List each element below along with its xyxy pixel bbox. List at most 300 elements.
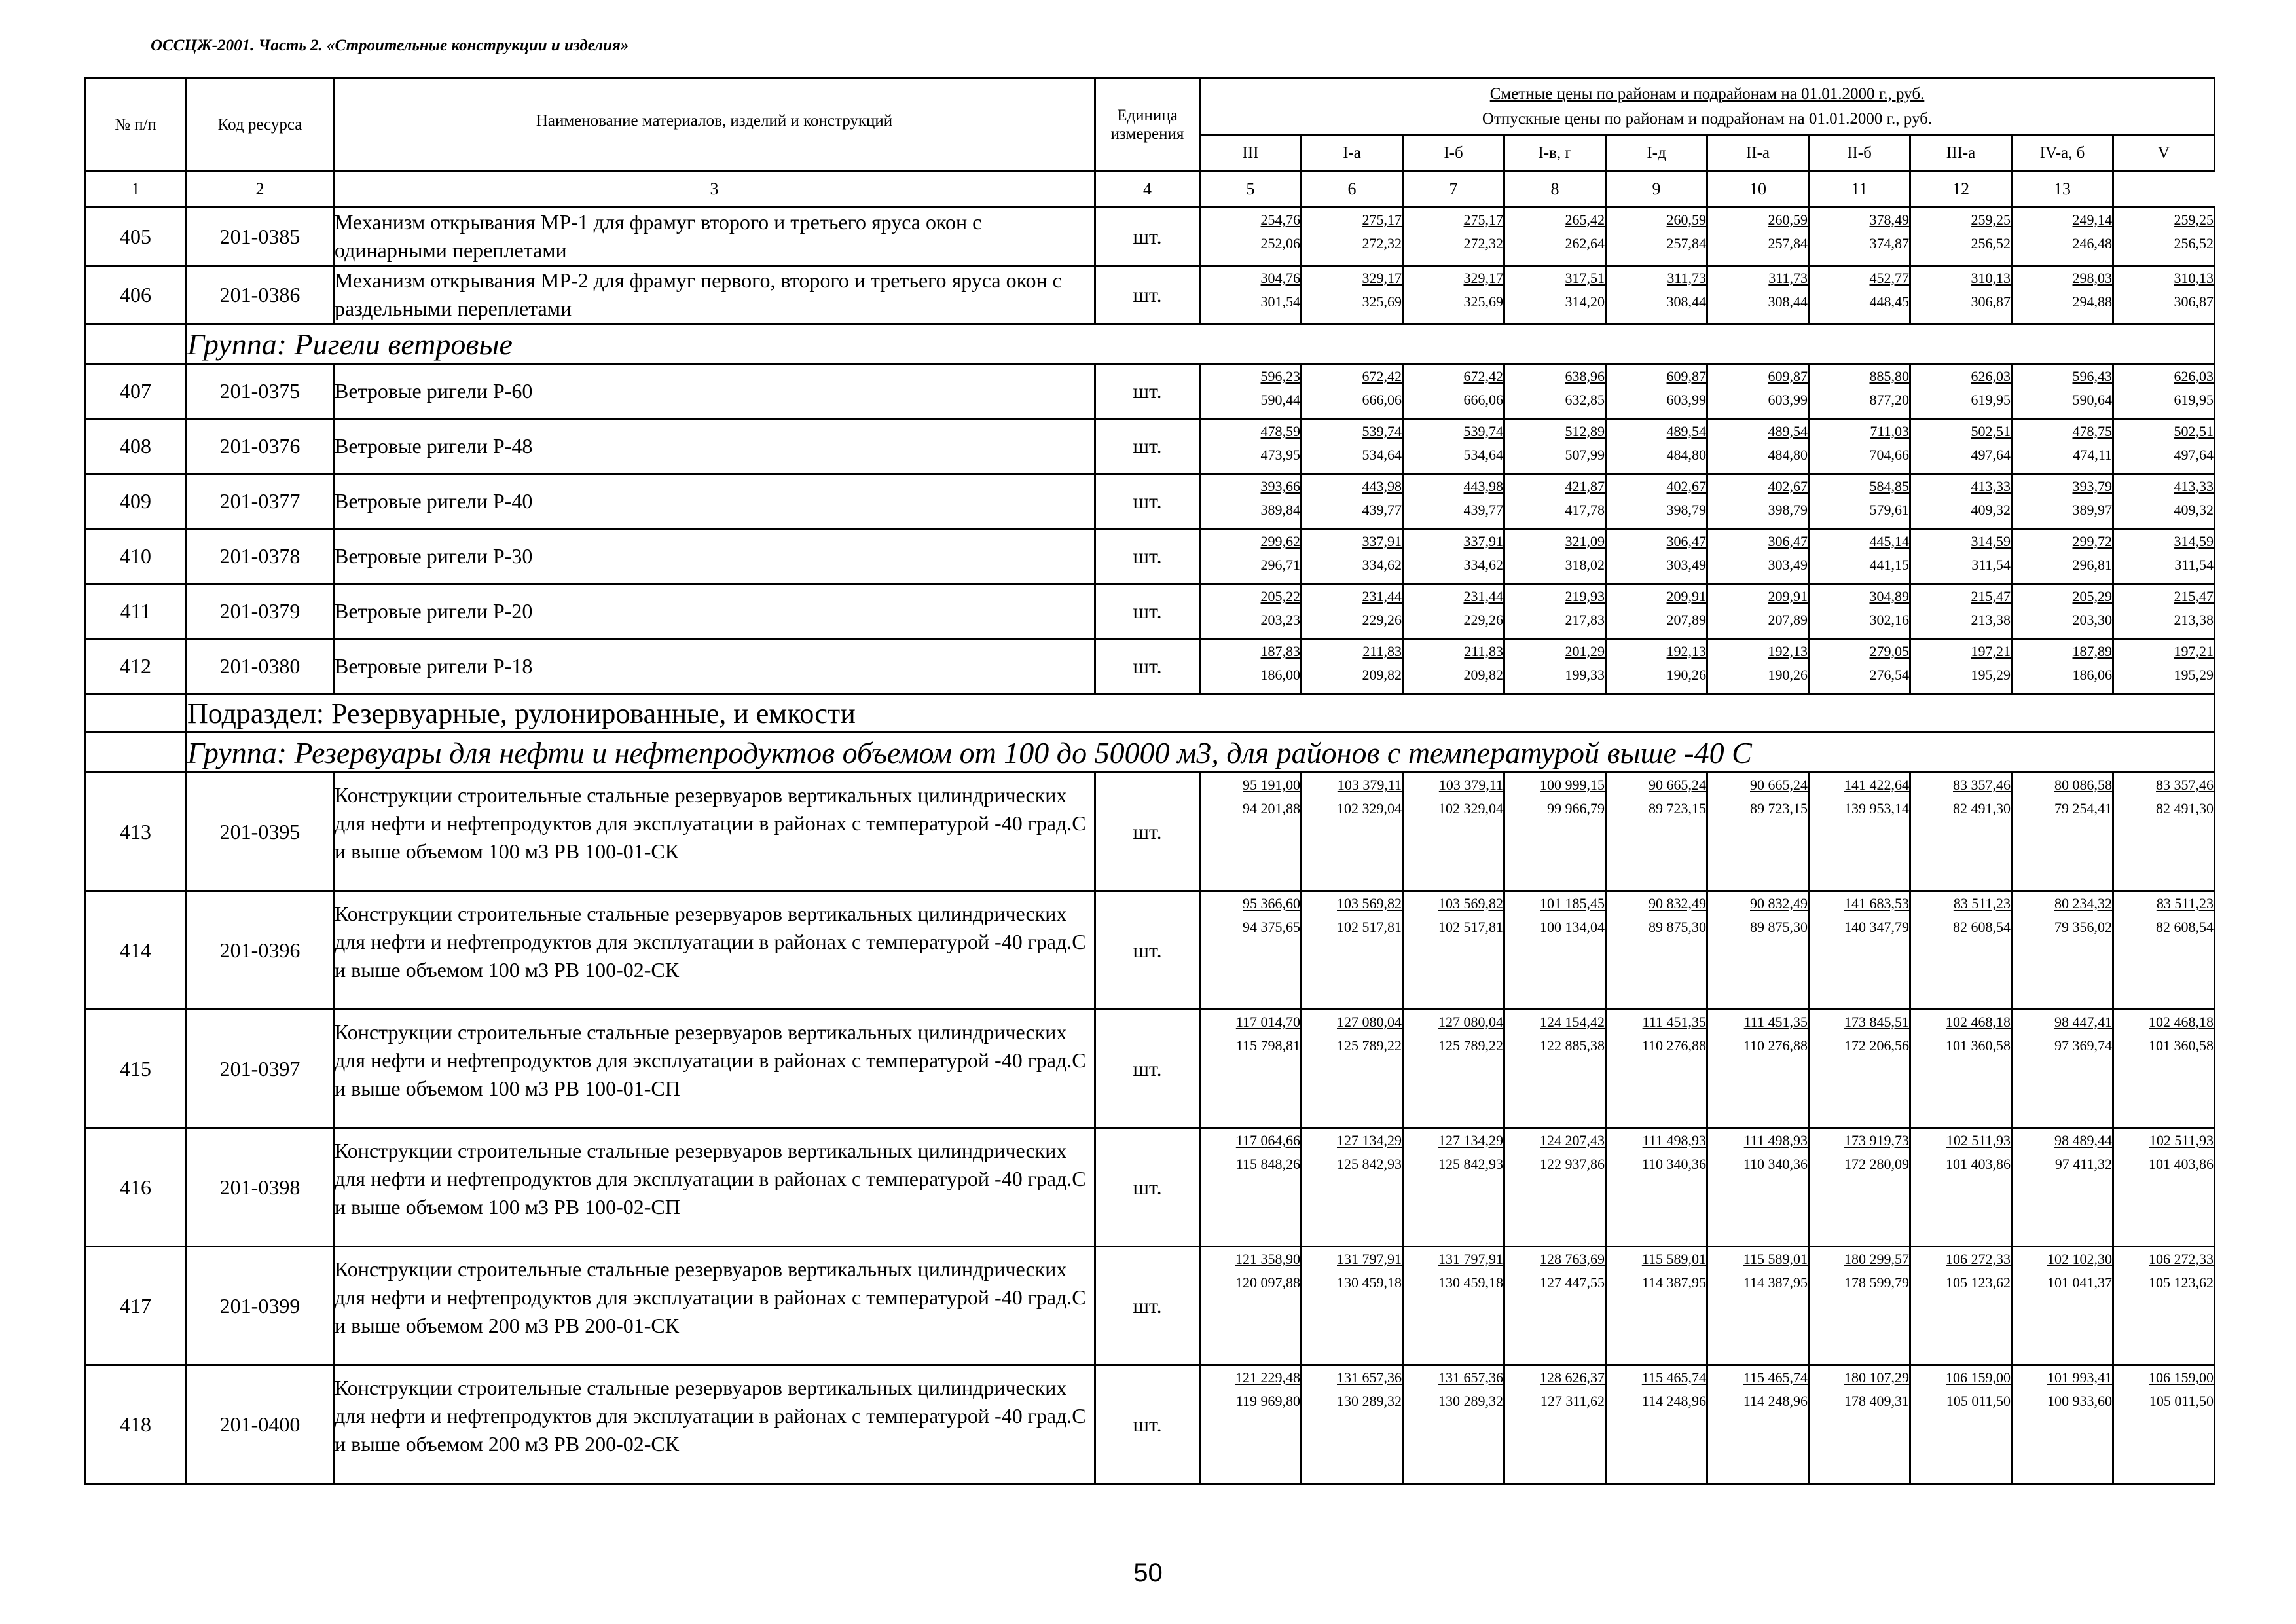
release-price: 178 409,31 xyxy=(1844,1393,1909,1409)
release-price: 102 329,04 xyxy=(1337,800,1402,817)
release-price: 256,52 xyxy=(2174,235,2214,251)
estimate-price: 95 366,60 xyxy=(1243,895,1300,912)
price-cell xyxy=(1504,891,1606,1010)
release-price: 110 340,36 xyxy=(1641,1156,1706,1172)
price-cell xyxy=(1504,1010,1606,1128)
estimate-price: 197,21 xyxy=(1971,643,2011,659)
estimate-price: 131 657,36 xyxy=(1337,1369,1402,1386)
column-number: 13 xyxy=(2012,172,2113,208)
resource-code: 201-0396 xyxy=(187,891,334,1010)
estimate-price: 413,33 xyxy=(1971,478,2011,494)
row-num: 416 xyxy=(85,1128,187,1247)
column-number: 1 xyxy=(85,172,187,208)
price-cell xyxy=(1809,1365,1910,1484)
release-price: 262,64 xyxy=(1565,235,1605,251)
estimate-price: 304,89 xyxy=(1869,588,1909,604)
estimate-price: 310,13 xyxy=(2174,270,2214,286)
estimate-price: 317,51 xyxy=(1565,270,1605,286)
price-cell xyxy=(2012,584,2113,639)
price-cell xyxy=(1809,419,1910,474)
price-cell xyxy=(2113,584,2215,639)
release-price: 294,88 xyxy=(2072,293,2112,310)
price-cell xyxy=(2012,1128,2113,1247)
estimate-price: 489,54 xyxy=(1768,423,1808,439)
estimate-price: 337,91 xyxy=(1463,533,1503,549)
price-cell xyxy=(1910,1365,2012,1484)
price-cell xyxy=(2012,1247,2113,1365)
row-num: 415 xyxy=(85,1010,187,1128)
price-cell xyxy=(2012,1010,2113,1128)
price-cell xyxy=(1707,1365,1809,1484)
release-price: 704,66 xyxy=(1869,447,1909,463)
estimate-price: 502,51 xyxy=(2174,423,2214,439)
item-name: Конструкции строительные стальные резервуаров вертикальных цилиндрических для нефти и нефтепродуктов для эксплуатации в районах с температурой -40 град.С и выше объемом 200 м3 РВ 200-01-СК xyxy=(334,1247,1095,1365)
estimate-price: 141 683,53 xyxy=(1844,895,1909,912)
row-num: 411 xyxy=(85,584,187,639)
item-name: Ветровые ригели Р-20 xyxy=(334,584,1095,639)
estimate-price: 260,59 xyxy=(1666,212,1706,228)
estimate-price: 95 191,00 xyxy=(1243,777,1300,793)
release-price: 276,54 xyxy=(1869,667,1909,683)
release-price: 94 201,88 xyxy=(1243,800,1300,817)
price-cell xyxy=(1606,364,1707,419)
unit-cell: шт. xyxy=(1095,474,1200,529)
release-price: 497,64 xyxy=(2174,447,2214,463)
estimate-price: 402,67 xyxy=(1768,478,1808,494)
price-cell xyxy=(2113,773,2215,891)
estimate-price: 83 511,23 xyxy=(1953,895,2011,912)
estimate-price: 215,47 xyxy=(1971,588,2011,604)
group-title-row xyxy=(85,733,2215,773)
price-cell xyxy=(1302,1365,1403,1484)
table-row xyxy=(85,1128,2215,1247)
price-cell xyxy=(1910,474,2012,529)
release-price: 209,82 xyxy=(1362,667,1402,683)
price-cell xyxy=(1200,1128,1302,1247)
release-price: 114 387,95 xyxy=(1641,1274,1706,1291)
estimate-price: 299,62 xyxy=(1260,533,1300,549)
price-cell xyxy=(2113,1128,2215,1247)
estimate-price: 131 797,91 xyxy=(1337,1251,1402,1267)
resource-code: 201-0378 xyxy=(187,529,334,584)
estimate-price: 209,91 xyxy=(1768,588,1808,604)
price-cell xyxy=(1504,266,1606,324)
estimate-price: 443,98 xyxy=(1463,478,1503,494)
estimate-price: 115 589,01 xyxy=(1743,1251,1808,1267)
estimate-price: 478,59 xyxy=(1260,423,1300,439)
release-price: 178 599,79 xyxy=(1844,1274,1909,1291)
price-cell xyxy=(1606,891,1707,1010)
release-price: 484,80 xyxy=(1768,447,1808,463)
estimate-price: 211,83 xyxy=(1464,643,1503,659)
price-cell xyxy=(1200,529,1302,584)
release-price: 311,54 xyxy=(2174,557,2214,573)
release-price: 190,26 xyxy=(1768,667,1808,683)
price-cell xyxy=(1809,584,1910,639)
release-price: 229,26 xyxy=(1463,612,1503,628)
price-cell xyxy=(1302,1247,1403,1365)
estimate-price: 311,73 xyxy=(1667,270,1706,286)
estimate-price: 102 511,93 xyxy=(1946,1132,2011,1149)
estimate-price: 672,42 xyxy=(1463,368,1503,384)
subsection-title-row xyxy=(85,694,2215,733)
release-price: 102 517,81 xyxy=(1337,919,1402,935)
release-price: 99 966,79 xyxy=(1547,800,1605,817)
price-cell xyxy=(1910,1128,2012,1247)
price-cell xyxy=(1200,584,1302,639)
price-cell xyxy=(2113,419,2215,474)
price-cell xyxy=(1809,529,1910,584)
estimate-price: 321,09 xyxy=(1565,533,1605,549)
price-cell xyxy=(1910,891,2012,1010)
price-cell xyxy=(1707,891,1809,1010)
release-price: 272,32 xyxy=(1362,235,1402,251)
price-cell xyxy=(1200,364,1302,419)
release-price: 130 289,32 xyxy=(1438,1393,1503,1409)
price-cell xyxy=(1809,1128,1910,1247)
estimate-price: 539,74 xyxy=(1362,423,1402,439)
estimate-price: 219,93 xyxy=(1565,588,1605,604)
estimate-price: 127 134,29 xyxy=(1337,1132,1402,1149)
column-number: 4 xyxy=(1095,172,1200,208)
release-price: 374,87 xyxy=(1869,235,1909,251)
estimate-price: 83 357,46 xyxy=(2156,777,2214,793)
release-price: 507,99 xyxy=(1565,447,1605,463)
price-cell xyxy=(1606,584,1707,639)
price-cell xyxy=(2012,474,2113,529)
resource-code: 201-0398 xyxy=(187,1128,334,1247)
price-cell xyxy=(1606,639,1707,694)
unit-cell: шт. xyxy=(1095,1247,1200,1365)
release-price: 619,95 xyxy=(2174,392,2214,408)
estimate-price: 128 763,69 xyxy=(1540,1251,1605,1267)
price-cell xyxy=(1504,474,1606,529)
estimate-price: 80 086,58 xyxy=(2054,777,2112,793)
price-cell xyxy=(1302,1128,1403,1247)
release-price: 139 953,14 xyxy=(1844,800,1909,817)
resource-code: 201-0375 xyxy=(187,364,334,419)
estimate-price: 173 919,73 xyxy=(1844,1132,1909,1149)
price-cell xyxy=(1707,474,1809,529)
release-price: 127 447,55 xyxy=(1540,1274,1605,1291)
price-cell xyxy=(1403,364,1504,419)
header-title-estimate: Сметные цены по районам и подрайонам на 01.01.2000 г., руб. xyxy=(1489,84,1925,103)
estimate-price: 311,73 xyxy=(1768,270,1808,286)
release-price: 97 411,32 xyxy=(2054,1156,2112,1172)
estimate-price: 259,25 xyxy=(1971,212,2011,228)
price-cell xyxy=(1200,773,1302,891)
price-cell xyxy=(1707,1128,1809,1247)
release-price: 119 969,80 xyxy=(1235,1393,1300,1409)
table-row xyxy=(85,584,2215,639)
estimate-price: 83 511,23 xyxy=(2156,895,2214,912)
column-number: 9 xyxy=(1606,172,1707,208)
estimate-price: 260,59 xyxy=(1768,212,1808,228)
price-cell xyxy=(1910,773,2012,891)
release-price: 417,78 xyxy=(1565,502,1605,518)
estimate-price: 127 080,04 xyxy=(1337,1014,1402,1030)
header-region: I-д xyxy=(1606,135,1707,172)
release-price: 186,00 xyxy=(1260,667,1300,683)
release-price: 229,26 xyxy=(1362,612,1402,628)
row-num: 413 xyxy=(85,773,187,891)
unit-cell: шт. xyxy=(1095,584,1200,639)
release-price: 256,52 xyxy=(1971,235,2011,251)
estimate-price: 584,85 xyxy=(1869,478,1909,494)
estimate-price: 192,13 xyxy=(1666,643,1706,659)
price-cell xyxy=(2012,773,2113,891)
release-price: 497,64 xyxy=(1971,447,2011,463)
release-price: 632,85 xyxy=(1565,392,1605,408)
price-cell xyxy=(1403,584,1504,639)
unit-cell: шт. xyxy=(1095,419,1200,474)
release-price: 590,44 xyxy=(1260,392,1300,408)
estimate-price: 231,44 xyxy=(1362,588,1402,604)
estimate-price: 254,76 xyxy=(1260,212,1300,228)
release-price: 89 875,30 xyxy=(1750,919,1808,935)
release-price: 209,82 xyxy=(1463,667,1503,683)
unit-cell: шт. xyxy=(1095,529,1200,584)
row-num: 414 xyxy=(85,891,187,1010)
estimate-price: 609,87 xyxy=(1768,368,1808,384)
price-cell xyxy=(1910,639,2012,694)
resource-code: 201-0397 xyxy=(187,1010,334,1128)
release-price: 252,06 xyxy=(1260,235,1300,251)
item-name: Ветровые ригели Р-30 xyxy=(334,529,1095,584)
price-cell xyxy=(1200,266,1302,324)
price-cell xyxy=(1809,266,1910,324)
estimate-price: 502,51 xyxy=(1971,423,2011,439)
price-cell xyxy=(1504,773,1606,891)
price-cell xyxy=(2012,529,2113,584)
release-price: 105 011,50 xyxy=(1946,1393,2011,1409)
price-cell xyxy=(1707,529,1809,584)
estimate-price: 512,89 xyxy=(1565,423,1605,439)
price-cell xyxy=(1606,1247,1707,1365)
group-num-cell xyxy=(85,694,187,733)
release-price: 125 789,22 xyxy=(1337,1037,1402,1054)
estimate-price: 452,77 xyxy=(1869,270,1909,286)
price-cell xyxy=(1910,1247,2012,1365)
release-price: 318,02 xyxy=(1565,557,1605,573)
price-cell xyxy=(1504,208,1606,266)
estimate-price: 103 569,82 xyxy=(1337,895,1402,912)
release-price: 101 403,86 xyxy=(2149,1156,2214,1172)
resource-code: 201-0380 xyxy=(187,639,334,694)
release-price: 484,80 xyxy=(1666,447,1706,463)
release-price: 296,81 xyxy=(2072,557,2112,573)
header-name: Наименование материалов, изделий и конструкций xyxy=(334,79,1095,172)
price-cell xyxy=(1809,773,1910,891)
price-cell xyxy=(1809,1010,1910,1128)
release-price: 130 459,18 xyxy=(1438,1274,1503,1291)
price-cell xyxy=(1302,208,1403,266)
release-price: 534,64 xyxy=(1362,447,1402,463)
release-price: 207,89 xyxy=(1666,612,1706,628)
table-body xyxy=(85,208,2215,1484)
price-cell xyxy=(1809,474,1910,529)
header-price-title xyxy=(1200,79,2215,135)
release-price: 603,99 xyxy=(1666,392,1706,408)
item-name: Конструкции строительные стальные резервуаров вертикальных цилиндрических для нефти и нефтепродуктов для эксплуатации в районах с температурой -40 град.С и выше объемом 100 м3 РВ 100-02-СП xyxy=(334,1128,1095,1247)
table-header xyxy=(85,79,2215,208)
price-cell xyxy=(1302,266,1403,324)
column-number: 6 xyxy=(1302,172,1403,208)
column-number: 7 xyxy=(1403,172,1504,208)
header-region: V xyxy=(2113,135,2215,172)
price-cell xyxy=(2113,1365,2215,1484)
estimate-price: 885,80 xyxy=(1869,368,1909,384)
release-price: 666,06 xyxy=(1463,392,1503,408)
price-cell xyxy=(2113,891,2215,1010)
estimate-price: 90 832,49 xyxy=(1750,895,1808,912)
header-num: № п/п xyxy=(85,79,187,172)
release-price: 94 375,65 xyxy=(1243,919,1300,935)
estimate-price: 192,13 xyxy=(1768,643,1808,659)
estimate-price: 98 489,44 xyxy=(2054,1132,2112,1149)
release-price: 122 937,86 xyxy=(1540,1156,1605,1172)
unit-cell: шт. xyxy=(1095,1365,1200,1484)
release-price: 140 347,79 xyxy=(1844,919,1909,935)
estimate-price: 314,59 xyxy=(1971,533,2011,549)
group-title: Группа: Резервуары для нефти и нефтепродуктов объемом от 100 до 50000 м3, для районов с температурой выше -40 С xyxy=(187,733,2215,773)
release-price: 439,77 xyxy=(1463,502,1503,518)
estimate-price: 201,29 xyxy=(1565,643,1605,659)
column-number: 12 xyxy=(1910,172,2012,208)
estimate-price: 711,03 xyxy=(1870,423,1909,439)
release-price: 325,69 xyxy=(1362,293,1402,310)
estimate-price: 100 999,15 xyxy=(1540,777,1605,793)
release-price: 308,44 xyxy=(1666,293,1706,310)
price-cell xyxy=(1200,1010,1302,1128)
release-price: 172 280,09 xyxy=(1844,1156,1909,1172)
price-cell xyxy=(2113,266,2215,324)
price-cell xyxy=(1403,773,1504,891)
release-price: 473,95 xyxy=(1260,447,1300,463)
price-cell xyxy=(1809,891,1910,1010)
release-price: 213,38 xyxy=(2174,612,2214,628)
release-price: 199,33 xyxy=(1565,667,1605,683)
column-number: 3 xyxy=(334,172,1095,208)
release-price: 82 491,30 xyxy=(1953,800,2011,817)
estimate-price: 413,33 xyxy=(2174,478,2214,494)
price-cell xyxy=(1200,1365,1302,1484)
price-cell xyxy=(1200,474,1302,529)
estimate-price: 393,66 xyxy=(1260,478,1300,494)
release-price: 619,95 xyxy=(1971,392,2011,408)
table-row xyxy=(85,266,2215,324)
estimate-price: 90 832,49 xyxy=(1649,895,1706,912)
estimate-price: 378,49 xyxy=(1869,212,1909,228)
header-region: II-б xyxy=(1809,135,1910,172)
release-price: 311,54 xyxy=(1971,557,2011,573)
resource-code: 201-0399 xyxy=(187,1247,334,1365)
table-row xyxy=(85,773,2215,891)
estimate-price: 106 159,00 xyxy=(2149,1369,2214,1386)
price-cell xyxy=(1707,639,1809,694)
resource-code: 201-0377 xyxy=(187,474,334,529)
release-price: 296,71 xyxy=(1260,557,1300,573)
table-row xyxy=(85,529,2215,584)
price-cell xyxy=(1910,529,2012,584)
release-price: 114 387,95 xyxy=(1743,1274,1808,1291)
release-price: 207,89 xyxy=(1768,612,1808,628)
estimate-price: 102 102,30 xyxy=(2047,1251,2112,1267)
estimate-price: 393,79 xyxy=(2072,478,2112,494)
release-price: 448,45 xyxy=(1869,293,1909,310)
estimate-price: 102 468,18 xyxy=(2149,1014,2214,1030)
price-cell xyxy=(2113,474,2215,529)
price-cell xyxy=(1504,364,1606,419)
estimate-price: 310,13 xyxy=(1971,270,2011,286)
row-num: 412 xyxy=(85,639,187,694)
release-price: 102 517,81 xyxy=(1438,919,1503,935)
release-price: 130 289,32 xyxy=(1337,1393,1402,1409)
release-price: 534,64 xyxy=(1463,447,1503,463)
unit-cell: шт. xyxy=(1095,208,1200,266)
table-row xyxy=(85,364,2215,419)
estimate-price: 626,03 xyxy=(2174,368,2214,384)
estimate-price: 103 379,11 xyxy=(1337,777,1402,793)
release-price: 120 097,88 xyxy=(1235,1274,1300,1291)
price-cell xyxy=(1910,584,2012,639)
release-price: 105 011,50 xyxy=(2149,1393,2214,1409)
estimate-price: 127 134,29 xyxy=(1438,1132,1503,1149)
table-row xyxy=(85,1247,2215,1365)
release-price: 115 798,81 xyxy=(1235,1037,1300,1054)
estimate-price: 173 845,51 xyxy=(1844,1014,1909,1030)
row-num: 409 xyxy=(85,474,187,529)
price-cell xyxy=(2012,208,2113,266)
price-cell xyxy=(1200,1247,1302,1365)
estimate-price: 98 447,41 xyxy=(2054,1014,2112,1030)
estimate-price: 539,74 xyxy=(1463,423,1503,439)
release-price: 306,87 xyxy=(2174,293,2214,310)
estimate-price: 265,42 xyxy=(1565,212,1605,228)
price-cell xyxy=(1403,1128,1504,1247)
column-number: 2 xyxy=(187,172,334,208)
running-head: ОССЦЖ-2001. Часть 2. «Строительные конструкции и изделия» xyxy=(151,37,629,54)
price-cell xyxy=(1606,474,1707,529)
estimate-price: 329,17 xyxy=(1463,270,1503,286)
release-price: 213,38 xyxy=(1971,612,2011,628)
release-price: 82 608,54 xyxy=(1953,919,2011,935)
estimate-price: 211,83 xyxy=(1362,643,1402,659)
item-name: Ветровые ригели Р-18 xyxy=(334,639,1095,694)
price-cell xyxy=(1707,364,1809,419)
group-num-cell xyxy=(85,324,187,364)
table-row xyxy=(85,419,2215,474)
estimate-price: 121 229,48 xyxy=(1235,1369,1300,1386)
estimate-price: 478,75 xyxy=(2072,423,2112,439)
estimate-price: 141 422,64 xyxy=(1844,777,1909,793)
release-price: 190,26 xyxy=(1666,667,1706,683)
price-cell xyxy=(2113,1247,2215,1365)
row-num: 406 xyxy=(85,266,187,324)
price-cell xyxy=(2012,891,2113,1010)
header-region: IV-а, б xyxy=(2012,135,2113,172)
release-price: 389,84 xyxy=(1260,502,1300,518)
release-price: 666,06 xyxy=(1362,392,1402,408)
price-cell xyxy=(1504,639,1606,694)
price-cell xyxy=(2012,1365,2113,1484)
estimate-price: 180 107,29 xyxy=(1844,1369,1909,1386)
estimate-price: 205,22 xyxy=(1260,588,1300,604)
release-price: 130 459,18 xyxy=(1337,1274,1402,1291)
price-cell xyxy=(1707,419,1809,474)
estimate-price: 197,21 xyxy=(2174,643,2214,659)
release-price: 101 360,58 xyxy=(2149,1037,2214,1054)
